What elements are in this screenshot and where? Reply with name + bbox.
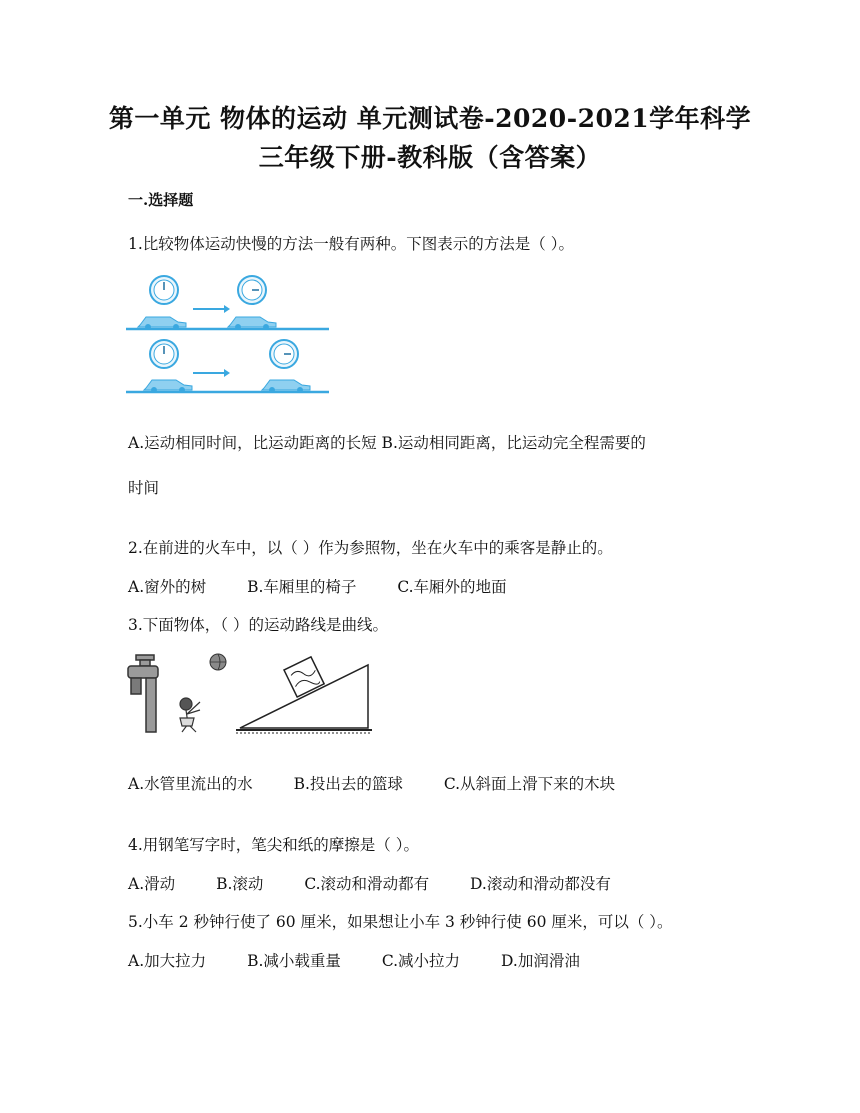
clock-icon bbox=[150, 276, 178, 304]
question-1-options-continued: 时间 bbox=[128, 479, 160, 497]
arrow-right-icon bbox=[193, 369, 230, 377]
basketball-icon bbox=[210, 654, 226, 670]
option-a: A.水管里流出的水 bbox=[128, 775, 253, 793]
option-c: C.从斜面上滑下来的木块 bbox=[443, 775, 616, 793]
question-3-stem: 3.下面物体，（ ）的运动路线是曲线。 bbox=[128, 616, 388, 634]
q1-figure bbox=[126, 270, 331, 398]
option-b: B.投出去的篮球 bbox=[293, 775, 403, 793]
clock-icon bbox=[270, 340, 298, 368]
question-3-options bbox=[128, 773, 651, 795]
option-d: D.加润滑油 bbox=[501, 952, 580, 970]
option-b: B.减小载重量 bbox=[247, 952, 341, 970]
question-1-options: A.运动相同时间，比运动距离的长短 B.运动相同距离，比运动完全程需要的 bbox=[128, 434, 646, 452]
girl-throwing-ball-icon bbox=[180, 698, 200, 732]
question-2-stem: 2.在前进的火车中，以（ ）作为参照物，坐在火车中的乘客是静止的。 bbox=[128, 539, 613, 557]
question-4-options bbox=[128, 873, 647, 895]
option-c: C.车厢外的地面 bbox=[397, 578, 507, 596]
faucet-icon bbox=[128, 655, 158, 732]
option-a: A.滑动 bbox=[128, 875, 176, 893]
question-5-options bbox=[128, 950, 616, 972]
incline-block-icon bbox=[236, 657, 372, 733]
option-b: B.滚动 bbox=[216, 875, 264, 893]
option-c: C.滚动和滑动都有 bbox=[304, 875, 430, 893]
arrow-right-icon bbox=[193, 305, 230, 313]
document-title-line1: 第一单元 物体的运动 单元测试卷-2020-2021学年科学 bbox=[108, 104, 752, 133]
option-a: A.加大拉力 bbox=[128, 952, 207, 970]
option-d: D.滚动和滑动都没有 bbox=[470, 875, 611, 893]
clock-icon bbox=[238, 276, 266, 304]
q3-figure bbox=[126, 650, 376, 736]
section-heading: 一.选择题 bbox=[128, 191, 194, 209]
question-2-options bbox=[128, 576, 543, 598]
option-c: C.减小拉力 bbox=[381, 952, 461, 970]
option-b: B.车厢里的椅子 bbox=[247, 578, 357, 596]
option-a: A.窗外的树 bbox=[128, 578, 207, 596]
clock-icon bbox=[150, 340, 178, 368]
question-5-stem: 5.小车 2 秒钟行使了 60 厘米，如果想让小车 3 秒钟行使 60 厘米，可以（ ）。 bbox=[128, 913, 673, 931]
document-title-line2: 三年级下册-教科版（含答案） bbox=[258, 143, 602, 172]
question-4-stem: 4.用钢笔写字时，笔尖和纸的摩擦是（ ）。 bbox=[128, 836, 419, 854]
question-1-stem: 1.比较物体运动快慢的方法一般有两种。下图表示的方法是（ ）。 bbox=[128, 235, 574, 253]
